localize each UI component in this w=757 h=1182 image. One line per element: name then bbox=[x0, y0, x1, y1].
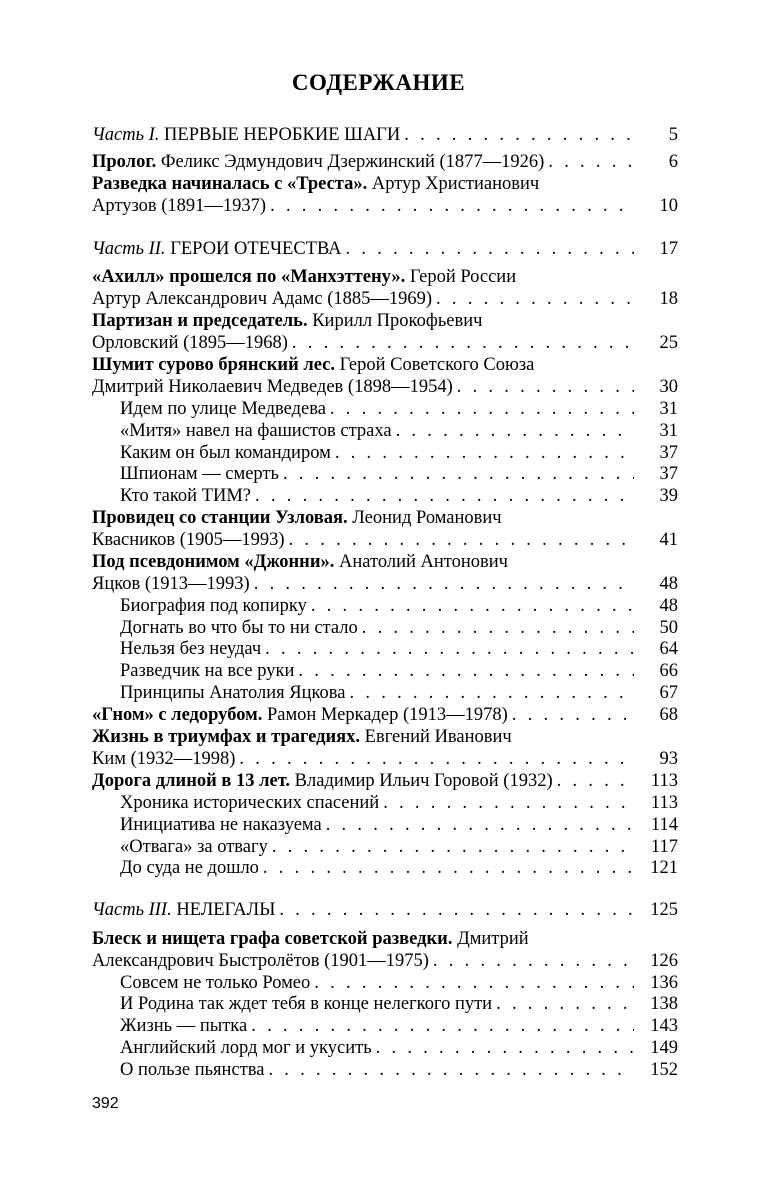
toc-entry-row bbox=[120, 836, 678, 858]
toc-entry-plain-text: Английский лорд мог и укусить bbox=[120, 1038, 372, 1058]
toc-subentry bbox=[120, 617, 678, 639]
toc-entry-row bbox=[120, 463, 678, 485]
dot-leader bbox=[457, 376, 634, 398]
toc-subentry bbox=[120, 463, 678, 485]
dot-leader bbox=[265, 638, 634, 660]
toc-entry-row bbox=[92, 950, 678, 972]
dot-leader bbox=[254, 573, 634, 595]
toc-entry-text bbox=[92, 238, 342, 260]
toc-entry-plain-text: Евгений Иванович bbox=[360, 727, 512, 747]
toc-entry-plain-text: Разведчик на все руки bbox=[120, 661, 295, 681]
toc-entry-text bbox=[120, 1037, 372, 1059]
toc-page-number: 31 bbox=[659, 399, 678, 419]
toc-entry-text bbox=[120, 398, 326, 420]
toc-entry-plain-text: Догнать во что бы то ни стало bbox=[120, 618, 358, 638]
toc-entry-text bbox=[120, 420, 392, 442]
toc-entry-row bbox=[120, 857, 678, 879]
page-title: СОДЕРЖАНИЕ bbox=[291, 70, 466, 95]
toc-entry-text bbox=[120, 993, 492, 1015]
toc-entry-text bbox=[92, 529, 285, 551]
dot-leader bbox=[350, 682, 634, 704]
dot-leader bbox=[496, 993, 634, 1015]
dot-leader bbox=[283, 463, 634, 485]
toc-entry-plain-text: «Митя» навел на фашистов страха bbox=[120, 421, 392, 441]
dot-leader bbox=[436, 288, 634, 310]
toc-entry-text bbox=[120, 1059, 264, 1081]
toc-page-number: 48 bbox=[659, 596, 678, 616]
dot-leader bbox=[404, 124, 634, 146]
toc-page-number: 66 bbox=[659, 661, 678, 681]
toc-subentry bbox=[120, 857, 678, 879]
toc-page-number: 10 bbox=[659, 196, 678, 216]
toc-entry bbox=[92, 124, 678, 146]
toc-subentry bbox=[120, 485, 678, 507]
toc-entry-row bbox=[92, 332, 678, 354]
toc-entry-row bbox=[120, 1037, 678, 1059]
toc-entry bbox=[92, 151, 678, 173]
toc-page-number: 37 bbox=[659, 464, 678, 484]
toc-entry-row bbox=[120, 1059, 678, 1081]
toc-page-number: 5 bbox=[668, 125, 678, 145]
dot-leader bbox=[251, 1015, 634, 1037]
toc-entry-plain-text: Герой России bbox=[405, 267, 517, 287]
toc-entry-plain-text: Биография под копирку bbox=[120, 596, 307, 616]
toc-entry bbox=[92, 899, 678, 921]
toc-entry-bold-title: «Ахилл» прошелся по «Манхэттену». bbox=[92, 267, 406, 287]
toc-subentry bbox=[120, 682, 678, 704]
toc-subentry bbox=[120, 972, 678, 994]
dot-leader bbox=[314, 972, 634, 994]
toc-entry-text bbox=[92, 354, 534, 376]
dot-leader bbox=[362, 617, 634, 639]
toc-entry-text bbox=[120, 836, 268, 858]
toc-page-number: 25 bbox=[659, 333, 678, 353]
toc-entry-row bbox=[120, 682, 678, 704]
toc-entry-text bbox=[120, 617, 358, 639]
toc-entry bbox=[92, 529, 678, 551]
dot-leader bbox=[396, 420, 634, 442]
toc-page-number: 93 bbox=[659, 749, 678, 769]
dot-leader bbox=[292, 332, 634, 354]
toc-subentry bbox=[120, 595, 678, 617]
toc-entry-plain-text: Рамон Меркадер (1913—1978) bbox=[262, 705, 508, 725]
toc-entry bbox=[92, 238, 678, 260]
toc-entry-row bbox=[120, 792, 678, 814]
toc-entry bbox=[92, 310, 678, 332]
toc-entry-bold-title: Пролог. bbox=[92, 152, 157, 172]
toc-page-number: 41 bbox=[659, 530, 678, 550]
toc-page-number: 114 bbox=[650, 815, 678, 835]
dot-leader bbox=[263, 857, 634, 879]
toc-page-number: 138 bbox=[650, 994, 678, 1014]
toc-page-number: 126 bbox=[650, 951, 678, 971]
toc-entry-text bbox=[92, 173, 539, 195]
toc-entry-row bbox=[120, 595, 678, 617]
toc-entry bbox=[92, 726, 678, 748]
toc-entry bbox=[92, 173, 678, 195]
toc-entry-row bbox=[92, 899, 678, 921]
toc-page-number: 39 bbox=[659, 486, 678, 506]
toc-entry-text bbox=[92, 310, 482, 332]
toc-entry-plain-text: «Отвага» за отвагу bbox=[120, 837, 268, 857]
toc-entry-plain-text: ПЕРВЫЕ НЕРОБКИЕ ШАГИ bbox=[159, 125, 401, 145]
toc-page-number: 17 bbox=[659, 239, 678, 259]
toc-entry-text bbox=[92, 726, 512, 748]
toc-entry bbox=[92, 195, 678, 217]
toc-subentry bbox=[120, 398, 678, 420]
toc-part-label: Часть II. bbox=[92, 239, 166, 259]
toc-entry bbox=[92, 573, 678, 595]
toc-page-number: 143 bbox=[650, 1016, 678, 1036]
toc-entry-row bbox=[120, 993, 678, 1015]
toc-entry-text bbox=[92, 704, 508, 726]
toc-entry-row bbox=[92, 573, 678, 595]
toc-entry-text bbox=[92, 332, 288, 354]
toc-entry-plain-text: ГЕРОИ ОТЕЧЕСТВА bbox=[165, 239, 342, 259]
toc-entry-text bbox=[92, 770, 553, 792]
dot-leader bbox=[512, 704, 634, 726]
toc-subentry bbox=[120, 660, 678, 682]
toc-entry-bold-title: Провидец со станции Узловая. bbox=[92, 508, 348, 528]
toc-entry-plain-text: Ким (1932—1998) bbox=[92, 749, 236, 769]
toc-entry-row bbox=[92, 928, 678, 950]
toc-entry-row bbox=[92, 195, 678, 217]
toc-entry-row bbox=[92, 376, 678, 398]
toc-subentry bbox=[120, 1015, 678, 1037]
toc-entry-row bbox=[120, 660, 678, 682]
dot-leader bbox=[311, 595, 634, 617]
toc-page-number: 31 bbox=[659, 421, 678, 441]
toc-entry-bold-title: Дорога длиной в 13 лет. bbox=[92, 771, 291, 791]
toc-subentry bbox=[120, 442, 678, 464]
dot-leader bbox=[557, 770, 634, 792]
toc-entry-row bbox=[92, 726, 678, 748]
toc-part-label: Часть I. bbox=[92, 125, 160, 145]
dot-leader bbox=[289, 529, 634, 551]
toc-entry-plain-text: Герой Советского Союза bbox=[335, 355, 535, 375]
toc-entry-bold-title: Разведка начиналась с «Треста». bbox=[92, 174, 368, 194]
toc-entry-row bbox=[120, 442, 678, 464]
toc-entry-text bbox=[92, 899, 275, 921]
toc-entry-row bbox=[92, 354, 678, 376]
toc-entry bbox=[92, 288, 678, 310]
toc-entry-text bbox=[120, 814, 322, 836]
dot-leader bbox=[270, 195, 634, 217]
toc-entry-row bbox=[120, 485, 678, 507]
toc-entry-row bbox=[120, 638, 678, 660]
toc-entry-plain-text: Кто такой ТИМ? bbox=[120, 486, 252, 506]
toc-entry-text bbox=[92, 151, 544, 173]
dot-leader bbox=[330, 398, 634, 420]
toc-entry-row bbox=[92, 551, 678, 573]
dot-leader bbox=[433, 950, 634, 972]
toc-page-number: 6 bbox=[668, 152, 678, 172]
toc-subentry bbox=[120, 638, 678, 660]
toc-entry bbox=[92, 332, 678, 354]
toc-entry-plain-text: Совсем не только Ромео bbox=[120, 973, 311, 993]
toc-entry bbox=[92, 507, 678, 529]
toc-entry-plain-text: Квасников (1905—1993) bbox=[92, 530, 285, 550]
toc-entry-plain-text: Каким он был командиром bbox=[120, 443, 331, 463]
toc-entry bbox=[92, 770, 678, 792]
toc-entry-plain-text: Леонид Романович bbox=[347, 508, 502, 528]
toc-entry-row bbox=[120, 1015, 678, 1037]
toc-entry-text bbox=[92, 928, 529, 950]
toc-entry-plain-text: Шпионам — смерть bbox=[120, 464, 279, 484]
dot-leader bbox=[326, 814, 634, 836]
toc-entry-text bbox=[120, 463, 279, 485]
toc-entry-text bbox=[120, 485, 251, 507]
toc-entry bbox=[92, 950, 678, 972]
toc-entry-text bbox=[120, 792, 379, 814]
toc-entry-text bbox=[92, 573, 250, 595]
toc-entry-plain-text: Дмитрий bbox=[452, 929, 529, 949]
toc-entry-plain-text: Принципы Анатолия Яцкова bbox=[120, 683, 346, 703]
toc-entry-plain-text: Кирилл Прокофьевич bbox=[307, 311, 483, 331]
dot-leader bbox=[548, 151, 634, 173]
toc-entry-row bbox=[92, 238, 678, 260]
toc-entry-plain-text: Артур Христианович bbox=[367, 174, 540, 194]
toc-page-number: 121 bbox=[650, 858, 678, 878]
toc-entry-row bbox=[92, 529, 678, 551]
toc-page-number: 37 bbox=[659, 443, 678, 463]
toc-entry-text bbox=[92, 124, 400, 146]
toc-page-number: 48 bbox=[659, 574, 678, 594]
toc-entry bbox=[92, 551, 678, 573]
toc-entry-text bbox=[120, 1015, 247, 1037]
toc-entry-text bbox=[120, 682, 346, 704]
toc-entry-plain-text: Феликс Эдмундович Дзержинский (1877—1926) bbox=[156, 152, 545, 172]
toc-entry-plain-text: До суда не дошло bbox=[120, 858, 259, 878]
toc-entry-row bbox=[92, 173, 678, 195]
toc-page-number: 50 bbox=[659, 618, 678, 638]
toc-entry-text bbox=[92, 507, 502, 529]
toc-entry-plain-text: НЕЛЕГАЛЫ bbox=[171, 900, 276, 920]
dot-leader bbox=[268, 1059, 634, 1081]
dot-leader bbox=[239, 748, 634, 770]
toc-entry-text bbox=[92, 748, 235, 770]
toc-entry-text bbox=[92, 950, 429, 972]
toc-entry-plain-text: Анатолий Антонович bbox=[334, 552, 508, 572]
toc-entry bbox=[92, 354, 678, 376]
toc-subentry bbox=[120, 814, 678, 836]
toc-subentry bbox=[120, 792, 678, 814]
toc-entry-row bbox=[92, 288, 678, 310]
toc-subentry bbox=[120, 420, 678, 442]
toc-entry-plain-text: О пользе пьянства bbox=[120, 1060, 265, 1080]
toc-entry-row bbox=[92, 748, 678, 770]
toc-entry-plain-text: Александрович Быстролётов (1901—1975) bbox=[92, 951, 429, 971]
toc-page-number: 113 bbox=[650, 793, 678, 813]
toc-entry-row bbox=[92, 151, 678, 173]
toc-part-label: Часть III. bbox=[92, 900, 172, 920]
toc-entry-plain-text: Владимир Ильич Горовой (1932) bbox=[290, 771, 553, 791]
toc-entry-text bbox=[120, 638, 261, 660]
dot-leader bbox=[255, 485, 634, 507]
toc-page-number: 67 bbox=[659, 683, 678, 703]
toc-entry-plain-text: Артузов (1891—1937) bbox=[92, 196, 267, 216]
toc-entry-row bbox=[120, 814, 678, 836]
toc-entry-row bbox=[92, 310, 678, 332]
toc-entry-text bbox=[120, 595, 307, 617]
toc-page-number: 117 bbox=[650, 837, 678, 857]
toc-entry-plain-text: Артур Александрович Адамс (1885—1969) bbox=[92, 289, 433, 309]
toc-entry bbox=[92, 266, 678, 288]
toc-entry-row bbox=[92, 266, 678, 288]
toc-entry bbox=[92, 928, 678, 950]
dot-leader bbox=[346, 238, 634, 260]
toc-entry-text bbox=[120, 972, 310, 994]
toc-entry-bold-title: «Гном» с ледорубом. bbox=[92, 705, 263, 725]
toc-entry-row bbox=[120, 617, 678, 639]
toc-entry-bold-title: Под псевдонимом «Джонни». bbox=[92, 552, 335, 572]
toc-subentry bbox=[120, 836, 678, 858]
toc-subentry bbox=[120, 1037, 678, 1059]
toc-entry-row bbox=[92, 507, 678, 529]
toc-page-number: 113 bbox=[650, 771, 678, 791]
toc-entry-plain-text: Дмитрий Николаевич Медведев (1898—1954) bbox=[92, 377, 453, 397]
toc-entry-plain-text: Нельзя без неудач bbox=[120, 639, 262, 659]
toc-entry-plain-text: Инициатива не наказуема bbox=[120, 815, 322, 835]
toc-entry bbox=[92, 748, 678, 770]
toc-entry-text bbox=[92, 195, 266, 217]
dot-leader bbox=[376, 1037, 634, 1059]
toc-page-number: 64 bbox=[659, 639, 678, 659]
toc-page-number: 125 bbox=[650, 900, 678, 920]
toc-entry-plain-text: Идем по улице Медведева bbox=[120, 399, 326, 419]
toc-page-number: 152 bbox=[650, 1060, 678, 1080]
toc-entry-plain-text: Жизнь — пытка bbox=[120, 1016, 248, 1036]
toc-entry-bold-title: Блеск и нищета графа советской разведки. bbox=[92, 929, 453, 949]
toc-entry bbox=[92, 704, 678, 726]
toc-entry-text bbox=[92, 266, 516, 288]
toc-subentry bbox=[120, 993, 678, 1015]
toc-entry-text bbox=[120, 857, 259, 879]
toc-entry-text bbox=[120, 660, 294, 682]
toc-subentry bbox=[120, 1059, 678, 1081]
toc-entry-row bbox=[120, 398, 678, 420]
toc-entry-text bbox=[92, 551, 508, 573]
toc-entry-plain-text: И Родина так ждет тебя в конце нелегкого пути bbox=[120, 994, 493, 1014]
toc-entry-text bbox=[92, 376, 453, 398]
toc-entry-plain-text: Яцков (1913—1993) bbox=[92, 574, 250, 594]
toc-entry-row bbox=[92, 770, 678, 792]
dot-leader bbox=[298, 660, 634, 682]
toc-entry-text bbox=[120, 442, 331, 464]
toc-entry-bold-title: Шумит сурово брянский лес. bbox=[92, 355, 336, 375]
toc-entry-text bbox=[92, 288, 432, 310]
toc-entry-row bbox=[92, 124, 678, 146]
dot-leader bbox=[272, 836, 634, 858]
toc-entry-row bbox=[120, 420, 678, 442]
dot-leader bbox=[279, 899, 634, 921]
toc-page-number: 18 bbox=[659, 289, 678, 309]
toc-entry-bold-title: Жизнь в триумфах и трагедиях. bbox=[92, 727, 361, 747]
toc-entry-row bbox=[92, 704, 678, 726]
toc-page-number: 30 bbox=[659, 377, 678, 397]
toc-entry bbox=[92, 376, 678, 398]
dot-leader bbox=[383, 792, 634, 814]
toc-page-number: 136 bbox=[650, 973, 678, 993]
page-number: 392 bbox=[92, 1095, 119, 1112]
toc-entry-plain-text: Орловский (1895—1968) bbox=[92, 333, 288, 353]
toc-entry-row bbox=[120, 972, 678, 994]
toc-entry-plain-text: Хроника исторических спасений bbox=[120, 793, 380, 813]
toc-page-number: 149 bbox=[650, 1038, 678, 1058]
toc-entry-bold-title: Партизан и председатель. bbox=[92, 311, 308, 331]
toc-page-number: 68 bbox=[659, 705, 678, 725]
dot-leader bbox=[335, 442, 634, 464]
